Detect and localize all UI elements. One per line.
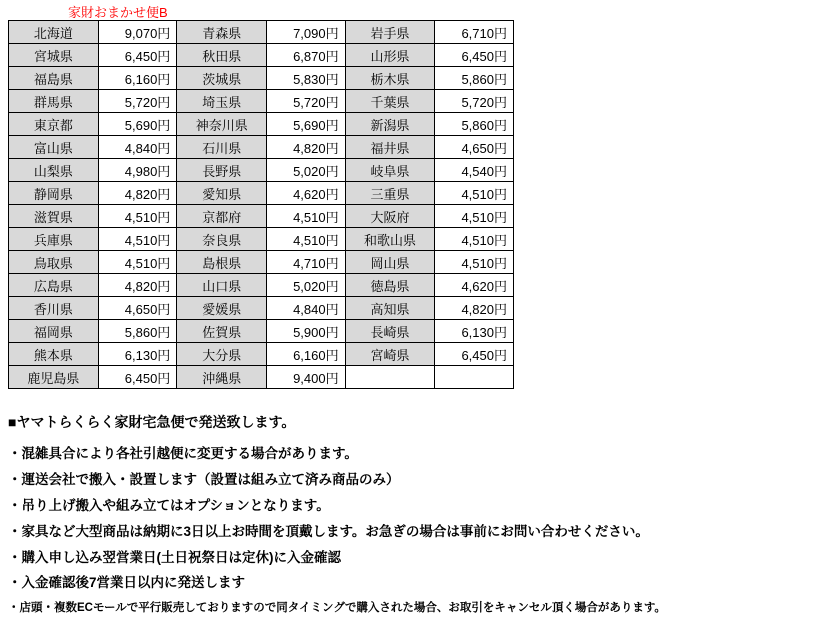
notes-heading: ■ヤマトらくらく家財宅急便で発送致します。 [8,414,296,430]
price-cell: 4,820円 [435,297,514,320]
prefecture-cell: 和歌山県 [345,228,435,251]
price-cell: 4,820円 [98,274,177,297]
price-cell: 6,130円 [435,320,514,343]
price-cell: 4,540円 [435,159,514,182]
prefecture-cell: 石川県 [177,136,267,159]
prefecture-cell: 高知県 [345,297,435,320]
price-cell: 4,510円 [98,251,177,274]
prefecture-cell: 兵庫県 [9,228,99,251]
notes-section [8,412,808,625]
price-cell: 4,510円 [435,228,514,251]
price-cell: 4,840円 [267,297,346,320]
price-cell: 5,020円 [267,159,346,182]
price-cell: 4,650円 [98,297,177,320]
table-row [9,67,514,90]
prefecture-cell: 佐賀県 [177,320,267,343]
prefecture-cell: 京都府 [177,205,267,228]
table-row [9,274,514,297]
price-cell: 4,980円 [98,159,177,182]
table-row [9,251,514,274]
prefecture-cell: 福岡県 [9,320,99,343]
shipping-fee-table-body [9,21,514,389]
prefecture-cell: 岡山県 [345,251,435,274]
note-line: ・家具など大型商品は納期に3日以上お時間を頂戴します。お急ぎの場合は事前にお問い合わせください。 [8,523,649,539]
prefecture-cell: 富山県 [9,136,99,159]
prefecture-cell: 愛知県 [177,182,267,205]
price-cell: 4,840円 [98,136,177,159]
table-row [9,44,514,67]
prefecture-cell: 静岡県 [9,182,99,205]
shipping-fee-table [8,20,514,389]
table-row [9,205,514,228]
prefecture-cell: 青森県 [177,21,267,44]
prefecture-cell: 福島県 [9,67,99,90]
prefecture-cell: 長崎県 [345,320,435,343]
price-cell: 4,510円 [267,228,346,251]
price-cell: 9,400円 [267,366,346,389]
price-cell: 6,450円 [435,343,514,366]
prefecture-cell: 埼玉県 [177,90,267,113]
prefecture-cell: 山形県 [345,44,435,67]
prefecture-cell: 鳥取県 [9,251,99,274]
price-cell: 6,160円 [267,343,346,366]
prefecture-cell: 香川県 [9,297,99,320]
prefecture-cell: 東京都 [9,113,99,136]
price-cell: 5,830円 [267,67,346,90]
price-cell: 6,130円 [98,343,177,366]
prefecture-cell: 鹿児島県 [9,366,99,389]
prefecture-cell: 栃木県 [345,67,435,90]
note-line: ・吊り上げ搬入や組み立てはオプションとなります。 [8,497,330,513]
price-cell: 4,820円 [98,182,177,205]
prefecture-cell: 茨城県 [177,67,267,90]
price-cell: 6,450円 [98,366,177,389]
table-row [9,21,514,44]
prefecture-cell: 滋賀県 [9,205,99,228]
prefecture-cell: 北海道 [9,21,99,44]
price-cell: 5,900円 [267,320,346,343]
prefecture-cell: 宮崎県 [345,343,435,366]
price-cell: 4,510円 [267,205,346,228]
price-cell: 5,720円 [267,90,346,113]
price-cell: 4,510円 [435,182,514,205]
prefecture-cell: 千葉県 [345,90,435,113]
table-row [9,113,514,136]
price-cell: 4,650円 [435,136,514,159]
prefecture-cell: 長野県 [177,159,267,182]
price-cell: 5,860円 [98,320,177,343]
empty-cell [345,366,435,389]
price-cell: 7,090円 [267,21,346,44]
prefecture-cell: 秋田県 [177,44,267,67]
prefecture-cell: 山梨県 [9,159,99,182]
price-cell: 5,860円 [435,67,514,90]
prefecture-cell: 大分県 [177,343,267,366]
prefecture-cell: 神奈川県 [177,113,267,136]
table-row [9,90,514,113]
table-row [9,228,514,251]
prefecture-cell: 沖縄県 [177,366,267,389]
price-cell: 6,450円 [435,44,514,67]
price-cell: 5,720円 [435,90,514,113]
prefecture-cell: 岩手県 [345,21,435,44]
price-cell: 4,620円 [435,274,514,297]
prefecture-cell: 熊本県 [9,343,99,366]
table-row [9,297,514,320]
prefecture-cell: 岐阜県 [345,159,435,182]
price-cell: 9,070円 [98,21,177,44]
price-cell: 5,860円 [435,113,514,136]
prefecture-cell: 大阪府 [345,205,435,228]
note-line: ・入金確認後7営業日以内に発送します [8,575,246,591]
empty-cell [435,366,514,389]
prefecture-cell: 宮城県 [9,44,99,67]
prefecture-cell: 三重県 [345,182,435,205]
price-cell: 4,510円 [98,205,177,228]
table-row [9,182,514,205]
price-cell: 4,620円 [267,182,346,205]
prefecture-cell: 福井県 [345,136,435,159]
prefecture-cell: 群馬県 [9,90,99,113]
table-row [9,136,514,159]
price-cell: 4,820円 [267,136,346,159]
table-row [9,320,514,343]
note-line: ・購入申し込み翌営業日(土日祝祭日は定休)に入金確認 [8,549,341,565]
price-cell: 6,450円 [98,44,177,67]
prefecture-cell: 新潟県 [345,113,435,136]
price-cell: 6,710円 [435,21,514,44]
prefecture-cell: 奈良県 [177,228,267,251]
price-cell: 6,160円 [98,67,177,90]
prefecture-cell: 島根県 [177,251,267,274]
prefecture-cell: 山口県 [177,274,267,297]
table-row [9,366,514,389]
prefecture-cell: 愛媛県 [177,297,267,320]
price-cell: 4,510円 [98,228,177,251]
price-cell: 4,510円 [435,251,514,274]
price-cell: 6,870円 [267,44,346,67]
price-cell: 5,020円 [267,274,346,297]
table-row [9,159,514,182]
prefecture-cell: 広島県 [9,274,99,297]
note-line: ・運送会社で搬入・設置します（設置は組み立て済み商品のみ） [8,471,400,487]
price-cell: 4,510円 [435,205,514,228]
price-cell: 5,690円 [267,113,346,136]
price-cell: 5,720円 [98,90,177,113]
note-line: ・混雑具合により各社引越便に変更する場合があります。 [8,446,358,461]
table-row [9,343,514,366]
price-cell: 4,710円 [267,251,346,274]
prefecture-cell: 徳島県 [345,274,435,297]
price-cell: 5,690円 [98,113,177,136]
note-line-fineprint: ・店頭・複数ECモールで平行販売しておりますので同タイミングで購入された場合、お取引をキャンセル頂く場合があります。 [8,602,666,615]
page-title: 家財おまかせ便B [68,5,168,20]
